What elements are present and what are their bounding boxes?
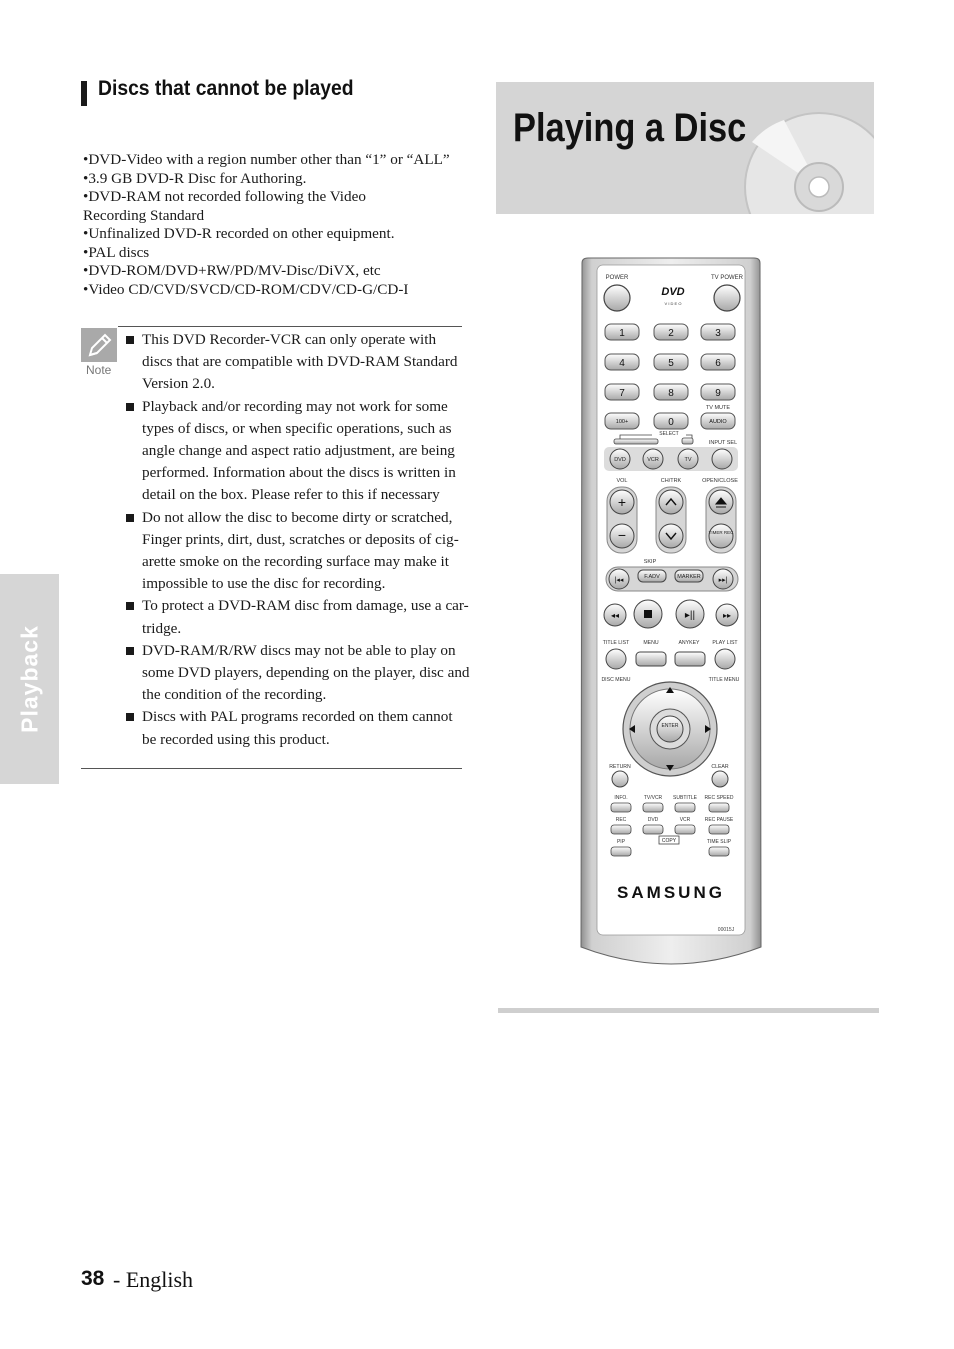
input-sel-button (712, 449, 732, 469)
key-7: 7 (619, 388, 625, 399)
title-banner (496, 82, 874, 214)
anykey-button (675, 652, 705, 666)
subtitle-label: SUBTITLE (673, 795, 697, 801)
unplayable-disc-list (83, 151, 473, 299)
skip-label: SKIP (643, 559, 657, 565)
dvd-logo: DVD (661, 286, 685, 298)
svg-text:▸▸|: ▸▸| (718, 577, 728, 584)
list-item: •DVD-ROM/DVD+RW/PD/MV-Disc/DiVX, etc (83, 262, 381, 279)
power-button (604, 285, 630, 311)
channel-down-button (659, 524, 683, 548)
tvvcr-label: TV/VCR (643, 795, 663, 801)
return-button (612, 771, 628, 787)
section-divider (498, 1008, 879, 1013)
key-5: 5 (668, 358, 674, 369)
vcr-copy-label: VCR (679, 817, 691, 823)
dvd-copy-button (643, 825, 663, 834)
list-item: •3.9 GB DVD-R Disc for Authoring. (83, 169, 307, 187)
timer-rec-button (709, 524, 733, 548)
rec-speed-label: REC SPEED (704, 795, 734, 801)
power-label: POWER (605, 275, 629, 281)
list-item: •Video CD/CVD/SVCD/CD-ROM/CDV/CD-G/CD-I (83, 280, 409, 298)
dvd-mode-button: DVD (614, 457, 626, 463)
list-item: •DVD-RAM not recorded following the Video (83, 188, 366, 205)
key-2: 2 (668, 328, 674, 339)
model-code: 00015J (717, 927, 735, 933)
note-item: Playback and/or recording may not work for some types of discs, or when specific operations, such as angle change and aspect ratio adjustment, are being performed. Information about the discs is written in detail on the box. Please refer to this if necessary (124, 396, 470, 507)
key-100-plus: 100+ (615, 419, 629, 425)
page-language: - English (113, 1267, 194, 1292)
key-6: 6 (715, 358, 721, 369)
svg-text:◂◂: ◂◂ (610, 611, 620, 620)
play-list-button (715, 649, 735, 669)
list-item: •PAL discs (83, 243, 150, 261)
return-label: RETURN (609, 764, 631, 770)
rec-speed-button (709, 803, 729, 812)
rec-button (611, 825, 631, 834)
tv-power-button (714, 285, 740, 311)
tv-power-label: TV POWER (710, 275, 744, 281)
fadv-button: F.ADV (644, 574, 660, 580)
select-label: SELECT (659, 431, 679, 437)
info-button (611, 803, 631, 812)
section-heading: Discs that cannot be played (98, 77, 354, 100)
list-item: •Unfinalized DVD-R recorded on other equipment. (83, 225, 395, 242)
note-item: Discs with PAL programs recorded on them cannot be recorded using this product. (124, 706, 470, 750)
timer-rec-label: TIMER REC (708, 530, 734, 535)
section-heading-bar (81, 81, 87, 106)
enter-label: ENTER (661, 723, 679, 729)
key-9: 9 (715, 388, 721, 399)
time-slip-label: TIME SLIP (706, 839, 732, 845)
anykey-label: ANYKEY (678, 640, 700, 646)
note-item: This DVD Recorder-VCR can only operate with discs that are compatible with DVD-RAM Standard Version 2.0. (124, 329, 470, 396)
note-item: DVD-RAM/R/RW discs may not be able to play on some DVD players, depending on the player, disc and the condition of the recording. (124, 640, 470, 707)
side-tab (0, 574, 59, 784)
play-list-label: PLAY LIST (712, 640, 738, 646)
svg-text:+: + (617, 494, 627, 510)
svg-text:▸||: ▸|| (684, 610, 696, 621)
rec-pause-button (709, 825, 729, 834)
menu-button (636, 652, 666, 666)
note-bottom-rule (81, 768, 462, 769)
pip-label: PIP (616, 839, 626, 845)
copy-label: COPY (661, 838, 677, 844)
tv-mute-label: TV MUTE (705, 405, 731, 411)
key-0: 0 (668, 417, 674, 428)
list-item: Recording Standard (83, 206, 205, 224)
note-item: Do not allow the disc to become dirty or scratched, Finger prints, dirt, dust, scratches or deposits of cig-arette smoke on the recording surface may make it impossible to use the disc for recording. (124, 507, 470, 596)
clear-label: CLEAR (711, 764, 729, 770)
svg-text:▸▸: ▸▸ (722, 611, 732, 620)
svg-text:−: − (617, 527, 627, 543)
remote-control-illustration (580, 257, 762, 973)
pip-button (611, 847, 631, 856)
key-4: 4 (619, 358, 625, 369)
chtrk-label: CH/TRK (660, 478, 682, 484)
vcr-copy-button (675, 825, 695, 834)
vol-label: VOL (616, 478, 628, 484)
pencil-icon (81, 328, 117, 362)
clear-button (712, 771, 728, 787)
dvd-copy-label: DVD (647, 817, 659, 823)
key-3: 3 (715, 328, 721, 339)
open-close-label: OPEN/CLOSE (702, 478, 738, 484)
key-1: 1 (619, 328, 625, 339)
vcr-mode-button: VCR (647, 457, 659, 463)
key-8: 8 (668, 388, 674, 399)
title-menu-label: TITLE MENU (708, 677, 740, 683)
channel-up-button (659, 490, 683, 514)
samsung-logo: SAMSUNG (617, 883, 725, 902)
note-top-rule (118, 326, 462, 327)
disc-menu-label: DISC MENU (601, 677, 631, 683)
tvvcr-button (643, 803, 663, 812)
note-item: To protect a DVD-RAM disc from damage, use a car-tridge. (124, 595, 470, 639)
page-title: Playing a Disc (513, 106, 747, 150)
enter-button (657, 716, 683, 742)
list-item: •DVD-Video with a region number other than “1” or “ALL” (83, 151, 450, 168)
note-list (124, 329, 470, 751)
input-sel-label: INPUT SEL (708, 440, 738, 446)
disc-icon (744, 112, 874, 214)
info-label: INFO. (614, 795, 628, 801)
dvd-logo-subtitle: V I D E O (664, 301, 682, 306)
side-tab-label: Playback (16, 625, 42, 733)
marker-button: MARKER (677, 574, 701, 580)
menu-label: MENU (643, 640, 659, 646)
time-slip-button (709, 847, 729, 856)
title-list-label: TITLE LIST (602, 640, 630, 646)
note-label: Note (86, 363, 112, 377)
select-slider (614, 439, 658, 444)
svg-text:|◂◂: |◂◂ (614, 577, 624, 584)
subtitle-button (675, 803, 695, 812)
title-list-button (606, 649, 626, 669)
tv-mode-button: TV (684, 457, 692, 463)
rec-pause-label: REC PAUSE (704, 817, 734, 823)
audio-key: AUDIO (709, 419, 727, 425)
rec-label: REC (615, 817, 627, 823)
page-number: 38 (81, 1267, 105, 1290)
